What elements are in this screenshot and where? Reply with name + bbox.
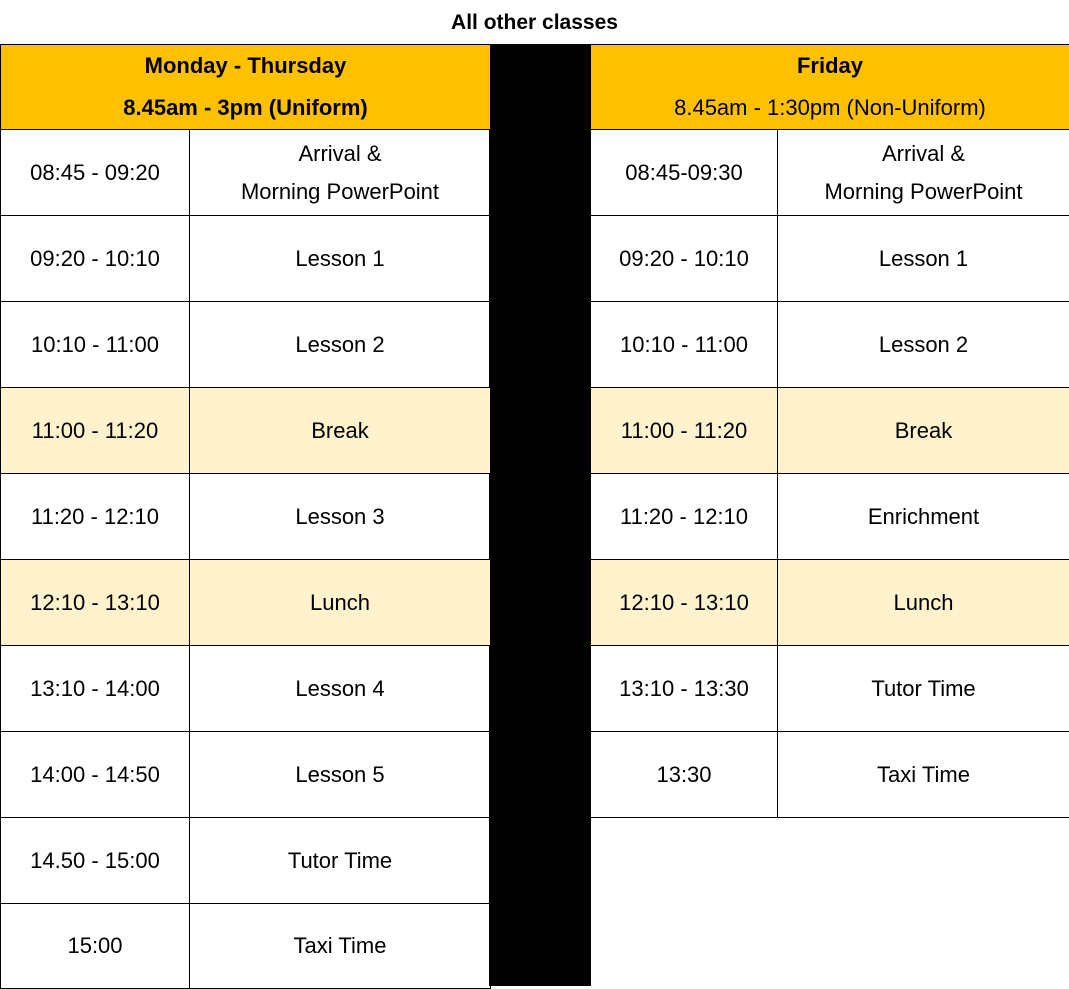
time-cell: 11:20 - 12:10 (1, 474, 190, 560)
activity-line-2: Morning PowerPoint (782, 173, 1065, 211)
table-row (1, 904, 491, 989)
table-row (591, 302, 1069, 388)
table-row (1, 130, 491, 216)
time-cell: 12:10 - 13:10 (591, 560, 778, 646)
activity-cell: Lesson 4 (190, 646, 491, 732)
time-cell: 11:00 - 11:20 (1, 388, 190, 474)
table-row (591, 646, 1069, 732)
time-cell: 14.50 - 15:00 (1, 818, 190, 904)
time-cell: 10:10 - 11:00 (1, 302, 190, 388)
friday-header (591, 45, 1069, 130)
activity-cell: Break (778, 388, 1069, 474)
activity-cell: Break (190, 388, 491, 474)
time-cell: 13:30 (591, 732, 778, 818)
activity-cell: Tutor Time (190, 818, 491, 904)
table-row-lunch (1, 560, 491, 646)
activity-cell: Lesson 5 (190, 732, 491, 818)
friday-schedule-table (590, 44, 1069, 818)
activity-cell: Lesson 2 (778, 302, 1069, 388)
activity-cell (190, 130, 491, 216)
activity-cell: Taxi Time (190, 904, 491, 989)
activity-cell: Lunch (778, 560, 1069, 646)
divider-band (489, 44, 591, 986)
friday-hours-label: 8.45am - 1:30pm (Non-Uniform) (595, 87, 1065, 129)
time-cell: 15:00 (1, 904, 190, 989)
time-cell: 10:10 - 11:00 (591, 302, 778, 388)
time-cell: 09:20 - 10:10 (1, 216, 190, 302)
table-row (1, 732, 491, 818)
activity-cell: Taxi Time (778, 732, 1069, 818)
page-title: All other classes (0, 8, 1069, 38)
time-cell: 13:10 - 14:00 (1, 646, 190, 732)
table-row (1, 302, 491, 388)
activity-cell: Lunch (190, 560, 491, 646)
table-header-row (1, 45, 491, 130)
mon-thu-hours-label: 8.45am - 3pm (Uniform) (5, 87, 486, 129)
activity-line-2: Morning PowerPoint (194, 173, 486, 211)
activity-cell: Lesson 2 (190, 302, 491, 388)
time-cell: 14:00 - 14:50 (1, 732, 190, 818)
mon-thu-day-label: Monday - Thursday (5, 45, 486, 87)
table-row-lunch (591, 560, 1069, 646)
time-cell: 08:45 - 09:20 (1, 130, 190, 216)
table-row (1, 818, 491, 904)
table-row (591, 474, 1069, 560)
table-row (591, 732, 1069, 818)
mon-thu-header (1, 45, 491, 130)
time-cell: 12:10 - 13:10 (1, 560, 190, 646)
table-row (591, 216, 1069, 302)
table-row-break (591, 388, 1069, 474)
table-row (1, 646, 491, 732)
time-cell: 08:45-09:30 (591, 130, 778, 216)
time-cell: 13:10 - 13:30 (591, 646, 778, 732)
time-cell: 09:20 - 10:10 (591, 216, 778, 302)
activity-cell: Lesson 1 (190, 216, 491, 302)
mon-thu-schedule-table (0, 44, 491, 989)
activity-cell: Lesson 1 (778, 216, 1069, 302)
activity-line-1: Arrival & (782, 135, 1065, 173)
table-row (591, 130, 1069, 216)
table-row-break (1, 388, 491, 474)
activity-cell: Tutor Time (778, 646, 1069, 732)
table-row (1, 474, 491, 560)
table-header-row (591, 45, 1069, 130)
activity-cell: Enrichment (778, 474, 1069, 560)
friday-day-label: Friday (595, 45, 1065, 87)
activity-cell: Lesson 3 (190, 474, 491, 560)
activity-line-1: Arrival & (194, 135, 486, 173)
table-row (1, 216, 491, 302)
time-cell: 11:00 - 11:20 (591, 388, 778, 474)
activity-cell (778, 130, 1069, 216)
time-cell: 11:20 - 12:10 (591, 474, 778, 560)
